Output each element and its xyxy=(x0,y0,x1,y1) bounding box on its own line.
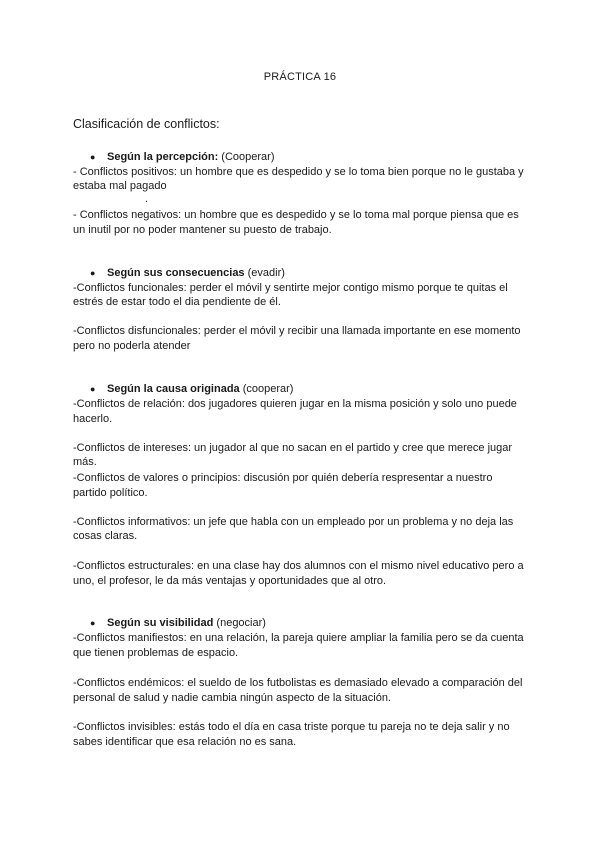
bullet-icon: ● xyxy=(90,384,96,394)
text-line: partido político. xyxy=(73,487,148,499)
text-line: personal de salud y nadie cambia ningún aspecto de la situación. xyxy=(73,692,391,704)
document-heading: Clasificación de conflictos: xyxy=(73,117,220,131)
text-line: -Conflictos estructurales: en una clase hay dos alumnos con el mismo nivel educativo pero a xyxy=(73,560,524,572)
section-heading-causa xyxy=(90,383,293,395)
text-line: -Conflictos manifiestos: en una relación, la pareja quiere ampliar la familia pero se da cuenta xyxy=(73,632,524,644)
bullet-icon: ● xyxy=(90,618,96,628)
section-label: Según la causa originada xyxy=(107,383,240,395)
text-line: -Conflictos de valores o principios: discusión por quién debería respresentar a nuestro xyxy=(73,472,493,484)
text-line: -Conflictos de intereses: un jugador al que no sacan en el partido y cree que merece jugar xyxy=(73,442,513,454)
text-line: estaba mal pagado xyxy=(73,180,167,192)
text-line: sabes identificar que esa relación no es sana. xyxy=(73,736,297,748)
page-title: PRÁCTICA 16 xyxy=(263,71,337,83)
text-line: -Conflictos informativos: un jefe que habla con un empleado por un problema y no deja las xyxy=(73,516,514,528)
text-line: -Conflictos invisibles: estás todo el día en casa triste porque tu pareja no te deja salir y no xyxy=(73,721,510,733)
section-note: (Cooperar) xyxy=(218,151,275,163)
text-line: . xyxy=(145,193,149,205)
text-line: - Conflictos negativos: un hombre que es despedido y se lo toma mal porque piensa que es xyxy=(73,209,519,221)
text-line: cosas claras. xyxy=(73,530,138,542)
text-line: -Conflictos de relación: dos jugadores quieren jugar en la misma posición y solo uno puede xyxy=(73,398,517,410)
section-note: (evadir) xyxy=(244,267,285,279)
text-line: -Conflictos endémicos: el sueldo de los futbolistas es demasiado elevado a comparación del xyxy=(73,677,523,689)
section-heading-consecuencias xyxy=(90,267,285,279)
text-line: hacerlo. xyxy=(73,413,113,425)
section-note: (cooperar) xyxy=(239,383,294,395)
section-note: (negociar) xyxy=(213,617,266,629)
bullet-icon: ● xyxy=(90,152,96,162)
section-label: Según sus consecuencias xyxy=(107,267,245,279)
section-label: Según su visibilidad xyxy=(107,617,214,629)
bullet-icon: ● xyxy=(90,268,96,278)
text-line: pero no poderla atender xyxy=(73,340,191,352)
text-line: - Conflictos positivos: un hombre que es despedido y se lo toma bien porque no le gustaba y xyxy=(73,166,524,178)
text-line: un inutil por no poder mantener su puesto de trabajo. xyxy=(73,224,332,236)
text-line: -Conflictos funcionales: perder el móvil y sentirte mejor contigo mismo porque te quitas el xyxy=(73,282,508,294)
text-line: -Conflictos disfuncionales: perder el móvil y recibir una llamada importante en ese momento xyxy=(73,325,521,337)
text-line: que tienen problemas de espacio. xyxy=(73,647,239,659)
section-label: Según la percepción: xyxy=(107,151,219,163)
text-line: más. xyxy=(73,456,97,468)
text-line: uno, el profesor, le da más ventajas y oportunidades que al otro. xyxy=(73,575,387,587)
text-line: estrés de estar todo el dia pendiente de él. xyxy=(73,296,281,308)
section-heading-percepcion xyxy=(90,151,275,163)
section-heading-visibilidad xyxy=(90,617,266,629)
